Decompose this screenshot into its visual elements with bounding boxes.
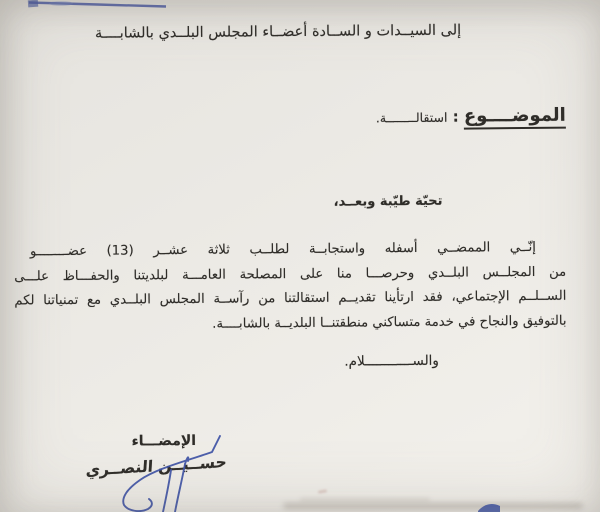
signatory-name: حســيــن النصــري: [85, 452, 228, 480]
body-paragraph: [14, 236, 567, 339]
closing-line: والســــــــــــلام.: [344, 352, 439, 370]
signature-caption: الإمضـــاء: [131, 432, 197, 450]
subject-label: الموضــــوع: [464, 105, 566, 130]
body-line-1: إنّــي الممضــي أسفله واستجابــة لطلــب ثلاثة عشــر (13) عضــــــــو: [29, 239, 536, 260]
bottom-smudge-faint: [300, 498, 430, 501]
subject-separator: :: [447, 107, 464, 126]
signature-scribble-icon: [95, 430, 235, 512]
greeting-line: تحيّة طيّبة وبعــد،: [333, 193, 443, 210]
body-line-4: بالتوفيق والنجاح في خدمة متساكني منطقتنــا البلديــة بالشابــــة.: [212, 313, 567, 332]
body-line-2: من المجلــس البلــدي وحرصـــا منا على المصلحة العامـــة لبلديتنا والحفـــاظ علـــى: [14, 264, 567, 285]
bottom-smudge: [283, 503, 583, 509]
subject-line: [376, 105, 566, 128]
subject-value: استقالــــــــة.: [375, 109, 448, 126]
recipient-line: إلى السيــدات و الســادة أعضــاء المجلس البلــدي بالشابــــة: [94, 22, 462, 42]
body-line-3: الســلــم الإجتماعي، فقد ارتأينا تقديــم استقالتنا من رآســة المجلس البلــدي مع تمنياتنا لكم: [14, 288, 567, 309]
ink-blot-icon: [476, 501, 502, 512]
